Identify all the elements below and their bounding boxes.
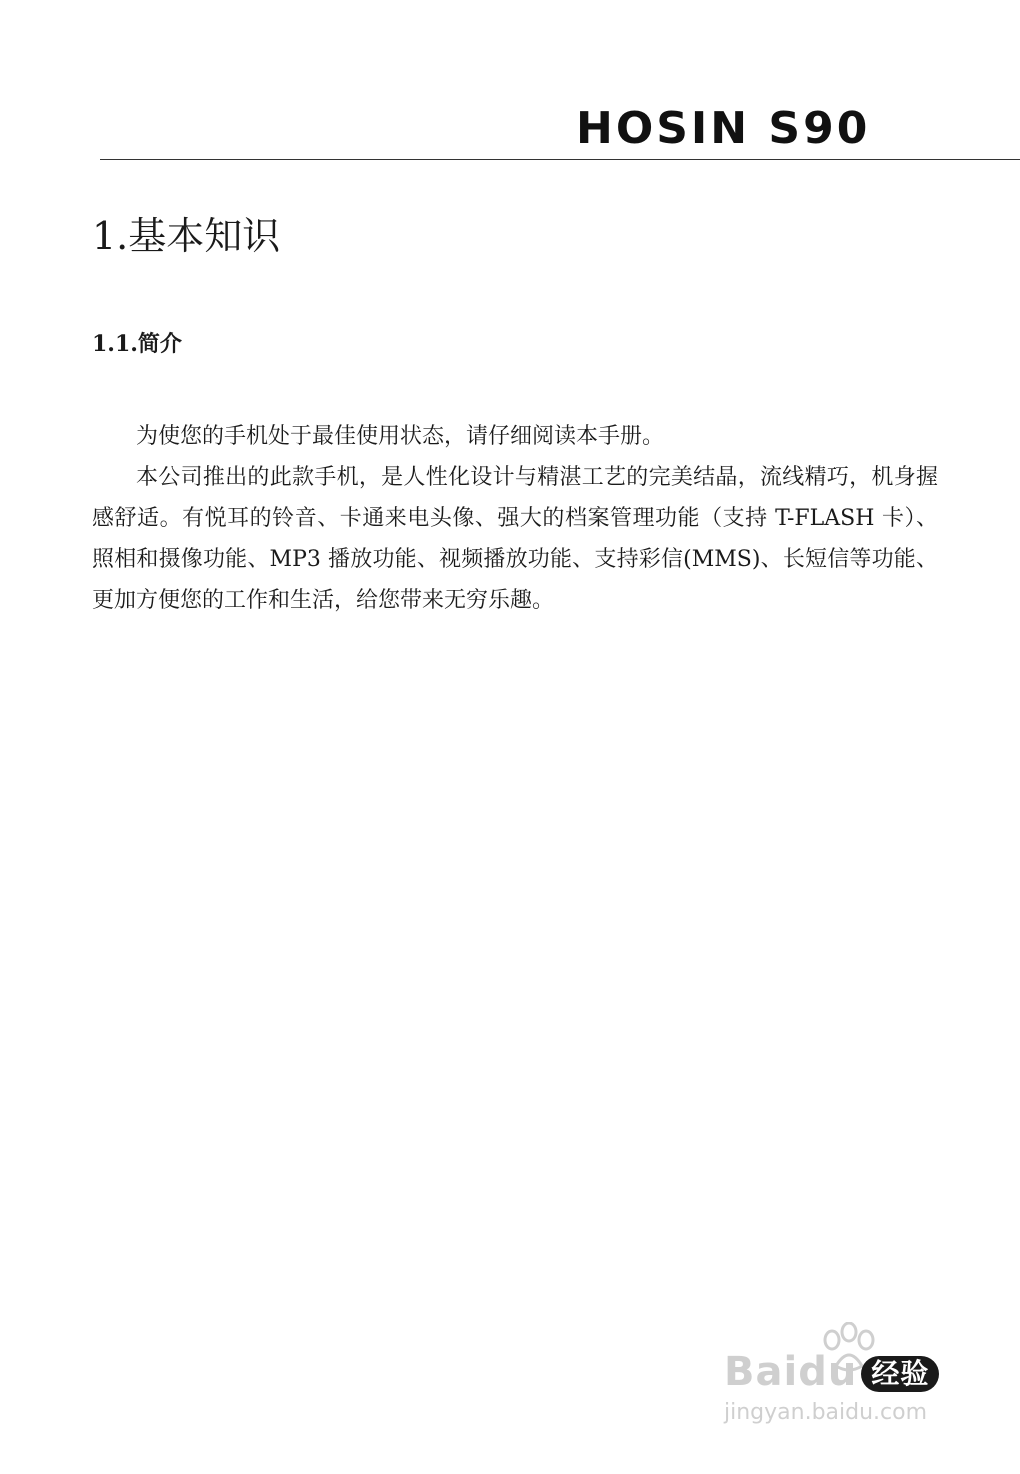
chapter-title: 1.基本知识 (92, 214, 281, 258)
watermark-url: jingyan.baidu.com (724, 1400, 928, 1425)
watermark-logo-chip: 经验 (861, 1356, 939, 1392)
paragraph-1: 为使您的手机处于最佳使用状态，请仔细阅读本手册。 (136, 424, 665, 449)
brand-logo-text: HOSIN S90 (576, 103, 871, 154)
watermark-logo-text: Baidu (724, 1349, 858, 1395)
body-text (92, 416, 938, 621)
section-title: 1.1.简介 (92, 331, 182, 357)
baidu-jingyan-watermark (724, 1322, 964, 1432)
header-divider (100, 159, 1020, 160)
paragraph-2: 本公司推出的此款手机，是人性化设计与精湛工艺的完美结晶，流线精巧，机身握感舒适。有悦耳的铃音、卡通来电头像、强大的档案管理功能（支持 T-FLASH 卡）、照相和摄像功能、MP3 播放功能、视频播放功能、支持彩信(MMS)、长短信等功能、更加方便您的工作和生活，给您带来无穷乐趣。 (92, 465, 938, 613)
watermark-logo (724, 1350, 939, 1394)
